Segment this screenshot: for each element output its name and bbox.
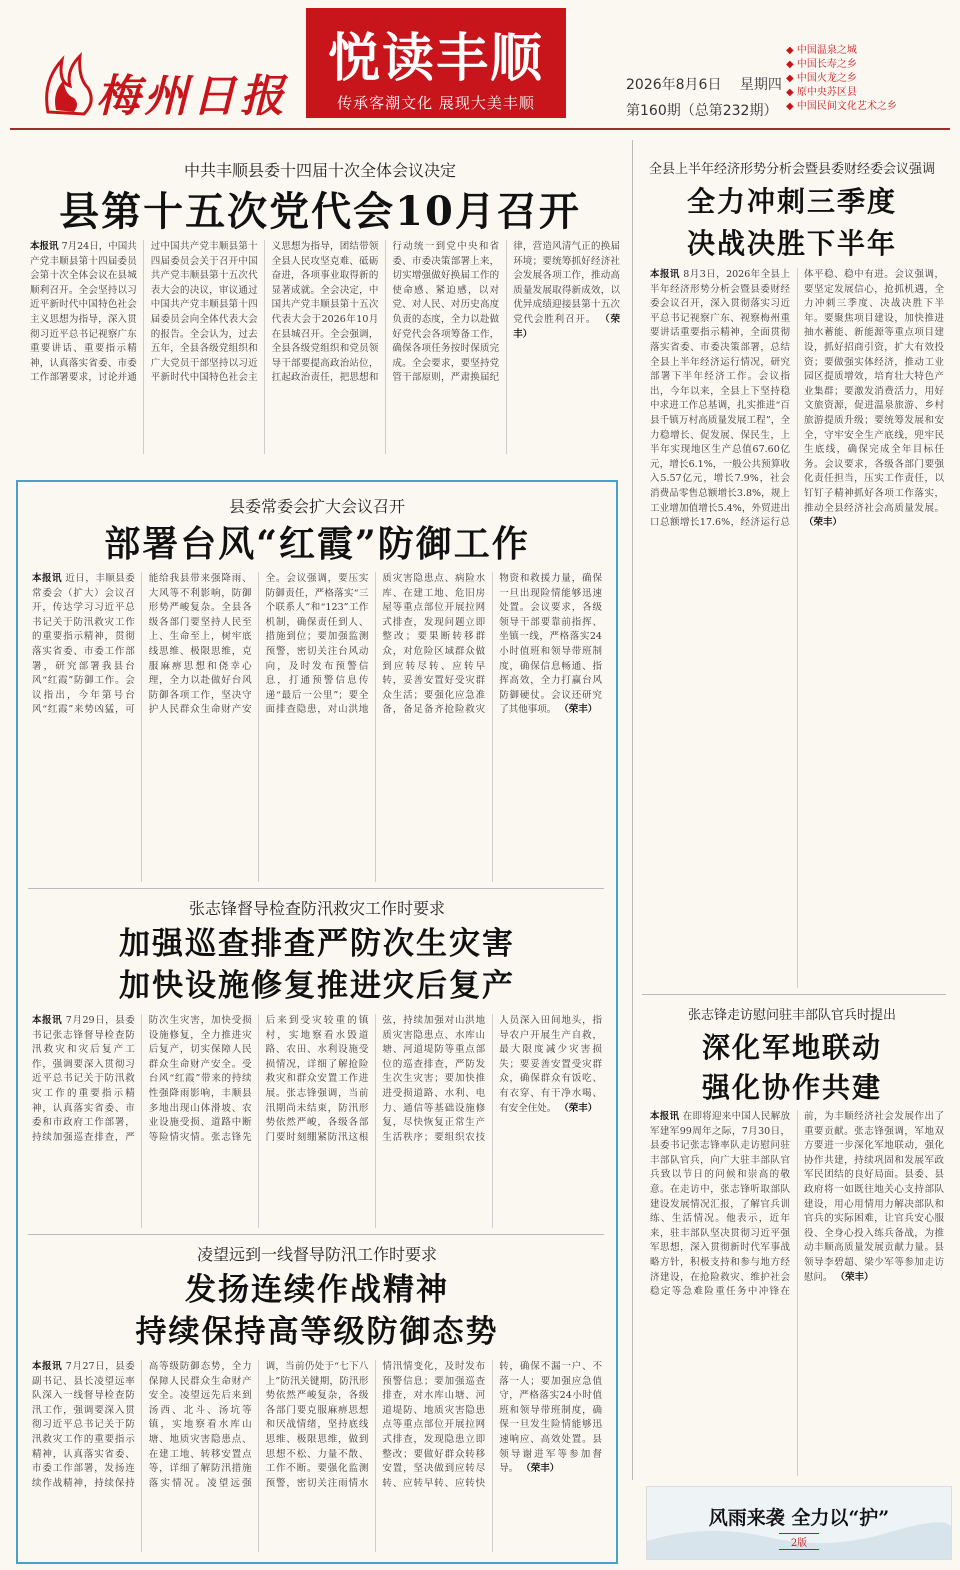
- article4-signature: （荣丰）: [559, 1102, 598, 1114]
- article3-text: 近日，丰顺县委常委会（扩大）会议召开，传达学习习近平总书记关于防汛救灾工作的重要指示精神，贯彻落实省委、市委工作部署，研究部署我县台风“红霞”防御工作。会议指出，今年第号台风“红霞”来势凶猛，可能给我县带来强降雨、大风等不利影响，防御形势严峻复杂。全县各级各部门要坚持人民至上、生命至上，树牢底线思维、极限思维，克服麻痹思想和侥幸心理，全力以赴做好台风防御各项工作，坚决守护人民群众生命财产安全。会议强调，要压实防御责任，严格落实“三个联系人”和“123”工作机制，确保责任到人、措施到位；要加强监测预警，密切关注台风动向，及时发布预警信息，打通预警信息传递“最后一公里”；要全面排查隐患，对山洪地质灾害隐患点、病险水库、在建工地、危旧房屋等重点部位开展拉网式排查，发现问题立即整改；要果断转移群众，对危险区域群众做到应转尽转、应转早转，妥善安置好受灾群众生活；要强化应急准备，备足备齐抢险救灾物资和救援力量，确保一旦出现险情能够迅速处置。会议要求，各级领导干部要靠前指挥、坐镇一线，严格落实24小时值班和领导带班制度，确保信息畅通、指挥高效，全力打赢台风防御硬仗。会议还研究了其他事项。: [32, 573, 602, 716]
- article2-lead: 本报讯: [650, 269, 680, 280]
- article6-headline-2: 持续保持高等级防御态势: [135, 1314, 499, 1350]
- article2-headline-2: 决战决胜下半年: [686, 227, 897, 260]
- article3-signature: （荣丰）: [559, 704, 598, 716]
- article4-lead: 本报讯: [32, 1015, 63, 1026]
- article3-body: [32, 572, 602, 882]
- article3-lead: 本报讯: [32, 573, 62, 584]
- article5-body: [650, 1110, 944, 1476]
- article1-signature: （荣丰）: [513, 313, 620, 340]
- article1-lead: 本报讯: [30, 241, 59, 252]
- issue-date: 2026年8月6日: [626, 77, 722, 93]
- article4-text: 7月29日，县委书记张志锋督导检查防汛救灾和灾后复产工作，强调要深入贯彻习近平总书记关于防汛救灾工作的重要指示精神，认真落实省委、市委和市政府工作部署，持续加强巡查排查，严防次生灾害，加快受损设施修复，全力推进灾后复产，切实保障人民群众生命财产安全。受台风“红霞”带来的持续性强降雨影响，丰顺县多地出现山体滑坡、农业设施受损、道路中断等险情灾情。张志锋先后来到受灾较重的镇村，实地察看水毁道路、农田、水利设施受损情况，详细了解抢险救灾和群众安置工作进展。张志锋强调，当前汛期尚未结束，防汛形势依然严峻，各级各部门要时刻绷紧防汛这根弦，持续加强对山洪地质灾害隐患点、水库山塘、河道堤防等重点部位的巡查排查，严防发生次生灾害；要加快推进受损道路、水利、电力、通信等基础设施修复，尽快恢复正常生产生活秩序；要组织农技人员深入田间地头，指导农户开展生产自救，最大限度减少灾害损失；要妥善安置受灾群众，确保群众有饭吃、有衣穿、有干净水喝、有安全住处。: [32, 1015, 602, 1143]
- column-divider: [632, 140, 633, 1480]
- article2-kicker: 全县上半年经济形势分析会暨县委财经委会议强调: [648, 162, 935, 177]
- article6-body: [32, 1360, 602, 1552]
- article6-headline-1: 发扬连续作战精神: [185, 1272, 449, 1308]
- article5-lead: 本报讯: [650, 1111, 680, 1122]
- theme-list: [786, 44, 956, 114]
- article4-kicker: 张志锋督导检查防汛救灾工作时要求: [188, 899, 445, 918]
- article2-body: [650, 268, 944, 988]
- paper-logo: [40, 52, 290, 122]
- article1-headline: 县第十五次党代会10月召开: [59, 188, 581, 235]
- divider: [28, 1234, 604, 1235]
- article4-headline-1: 加强巡查排查严防次生灾害: [119, 926, 515, 962]
- theme-item: ◆ 中国温泉之城: [786, 45, 857, 56]
- article5-headline-1: 深化军地联动: [701, 1031, 882, 1064]
- teaser-page-ref: 2版: [779, 1533, 819, 1550]
- issue-weekday: 星期四: [739, 77, 782, 93]
- teaser-title: 风雨来袭 全力以“护”: [708, 1507, 890, 1529]
- article5-text: 在即将迎来中国人民解放军建军99周年之际，7月30日，县委书记张志锋率队走访慰问驻丰部队官兵，向广大驻丰部队官兵致以节日的问候和崇高的敬意。在走访中，张志锋听取部队建设发展情况汇报，了解官兵训练、生活情况。他表示，近年来，驻丰部队坚决贯彻习近平强军思想，深入贯彻新时代军事战略方针，积极支持和参与地方经济建设，在抢险救灾、维护社会稳定等急难险重任务中冲锋在前，为丰顺经济社会发展作出了重要贡献。张志锋强调，军地双方要进一步深化军地联动，强化协作共建，持续巩固和发展军政军民团结的良好局面。县委、县政府将一如既往地关心支持部队建设，用心用情用力解决部队和官兵的实际困难，让官兵安心服役、全身心投入练兵备战，为推动丰顺高质量发展贡献力量。县领导李碧超、梁少军等参加走访慰问。: [650, 1111, 944, 1298]
- article5-headline-2: 强化协作共建: [701, 1071, 882, 1104]
- section-slogan: 传承客潮文化 展现大美丰顺: [337, 94, 535, 112]
- issue-number: 第160期（总第232期）: [626, 103, 778, 119]
- masthead: [0, 0, 960, 128]
- masthead-rule: [10, 128, 950, 130]
- theme-item: ◆ 原中央苏区县: [786, 87, 857, 98]
- article6-lead: 本报讯: [32, 1361, 63, 1372]
- theme-item: ◆ 中国长寿之乡: [786, 59, 857, 70]
- article3-kicker: 县委常委会扩大会议召开: [228, 497, 405, 516]
- article6-kicker: 凌望远到一线督导防汛工作时要求: [196, 1245, 437, 1264]
- date-line: [626, 74, 782, 94]
- paper-name: 梅州日报: [96, 71, 288, 122]
- article1-text: 7月24日，中国共产党丰顺县第十四届委员会第十次全体会议在县城顺利召开。全会坚持以习近平新时代中国特色社会主义思想为指导，深入贯彻习近平总书记视察广东重要讲话、重要指示精神，认真落实省委、市委工作部署要求，讨论并通过中国共产党丰顺县第十四届委员会关于召开中国共产党丰顺县第十五次代表大会的决议，审议通过中国共产党丰顺县第十四届委员会向全体代表大会的报告。全会认为，过去五年，全县各级党组织和广大党员干部坚持以习近平新时代中国特色社会主义思想为指导，团结带领全县人民攻坚克难、砥砺奋进，各项事业取得新的显著成就。全会决定，中国共产党丰顺县第十五次代表大会于2026年10月在县城召开。全会强调，全县各级党组织和党员领导干部要提高政治站位，扛起政治责任，把思想和行动统一到党中央和省委、市委决策部署上来，切实增强做好换届工作的使命感、紧迫感，以对党、对人民、对历史高度负责的态度，全力以赴做好党代会各项筹备工作，确保各项任务按时保质完成。全会要求，要坚持党管干部原则，严肃换届纪律，营造风清气正的换届环境；要统筹抓好经济社会发展各项工作，推动高质量发展取得新成效，以优异成绩迎接县第十五次党代会胜利召开。: [30, 241, 620, 384]
- article6-signature: （荣丰）: [521, 1463, 560, 1475]
- article4-body: [32, 1014, 602, 1228]
- article2-signature: （荣丰）: [804, 517, 843, 529]
- article2-headline-1: 全力冲刺三季度: [686, 185, 897, 218]
- theme-item: ◆ 中国火龙之乡: [786, 73, 857, 84]
- divider: [642, 994, 946, 995]
- section-title: 悦读丰顺: [327, 28, 544, 89]
- flame-icon: [40, 52, 94, 118]
- divider: [28, 888, 604, 889]
- teaser-banner[interactable]: [646, 1486, 952, 1560]
- article3-headline: 部署台风“红霞”防御工作: [104, 523, 530, 565]
- article5-kicker: 张志锋走访慰问驻丰部队官兵时提出: [687, 1008, 896, 1023]
- article5-signature: （荣丰）: [835, 1271, 874, 1283]
- theme-item: ◆ 中国民间文化艺术之乡: [786, 101, 897, 112]
- article2-text: 8月3日，2026年全县上半年经济形势分析会暨县委财经委会议召开，深入贯彻落实习近平总书记视察广东、视察梅州重要讲话重要指示精神，全面贯彻落实省委、市委决策部署，总结全县上半年经济运行情况，研究部署下半年经济工作。会议指出，今年以来，全县上下坚持稳中求进工作总基调，扎实推进“百县千镇万村高质量发展工程”，全力稳增长、促发展、保民生，上半年实现地区生产总值67.60亿元，增长6.1%，一般公共预算收入5.57亿元，增长7.9%，社会消费品零售总额增长3.8%，规上工业增加值增长5.4%，外贸进出口总额增长17.6%，经济运行总体平稳、稳中有进。会议强调，要坚定发展信心，抢抓机遇，全力冲刺三季度、决战决胜下半年。要聚焦项目建设，加快推进抽水蓄能、新能源等重点项目建设，抓好招商引资，扩大有效投资；要做强实体经济，推动工业园区提质增效，培育壮大特色产业集群；要激发消费活力，用好文旅资源，促进温泉旅游、乡村旅游提质升级；要统筹发展和安全，守牢安全生产底线，兜牢民生底线，确保完成全年目标任务。会议要求，各级各部门要强化责任担当，压实工作责任，以钉钉子精神抓好各项工作落实，推动全县经济社会高质量发展。: [650, 269, 944, 529]
- section-banner: [306, 8, 566, 118]
- article4-headline-2: 加快设施修复推进灾后复产: [119, 968, 515, 1004]
- article6-text: 7月27日，县委副书记、县长凌望远率队深入一线督导检查防汛工作，强调要深入贯彻习近平总书记关于防汛救灾工作的重要指示精神，认真落实省委、市委工作部署，发扬连续作战精神，持续保持高等级防御态势，全力保障人民群众生命财产安全。凌望远先后来到汤西、北斗、汤坑等镇，实地察看水库山塘、地质灾害隐患点、在建工地、转移安置点等，详细了解防汛措施落实情况。凌望远强调，当前仍处于“七下八上”防汛关键期，防汛形势依然严峻复杂，各级各部门要克服麻痹思想和厌战情绪，坚持底线思维、极限思维，做到思想不松、力量不散、工作不断。要强化监测预警，密切关注雨情水情汛情变化，及时发布预警信息；要加强巡查排查，对水库山塘、河道堤防、地质灾害隐患点等重点部位开展拉网式排查，发现隐患立即整改；要做好群众转移安置，坚决做到应转尽转、应转早转、应转快转，确保不漏一户、不落一人；要加强应急值守，严格落实24小时值班和领导带班制度，确保一旦发生险情能够迅速响应、高效处置。县领导谢进军等参加督导。: [32, 1361, 602, 1489]
- article1-kicker: 中共丰顺县委十四届十次全体会议决定: [183, 161, 456, 180]
- article1-body: [30, 240, 620, 454]
